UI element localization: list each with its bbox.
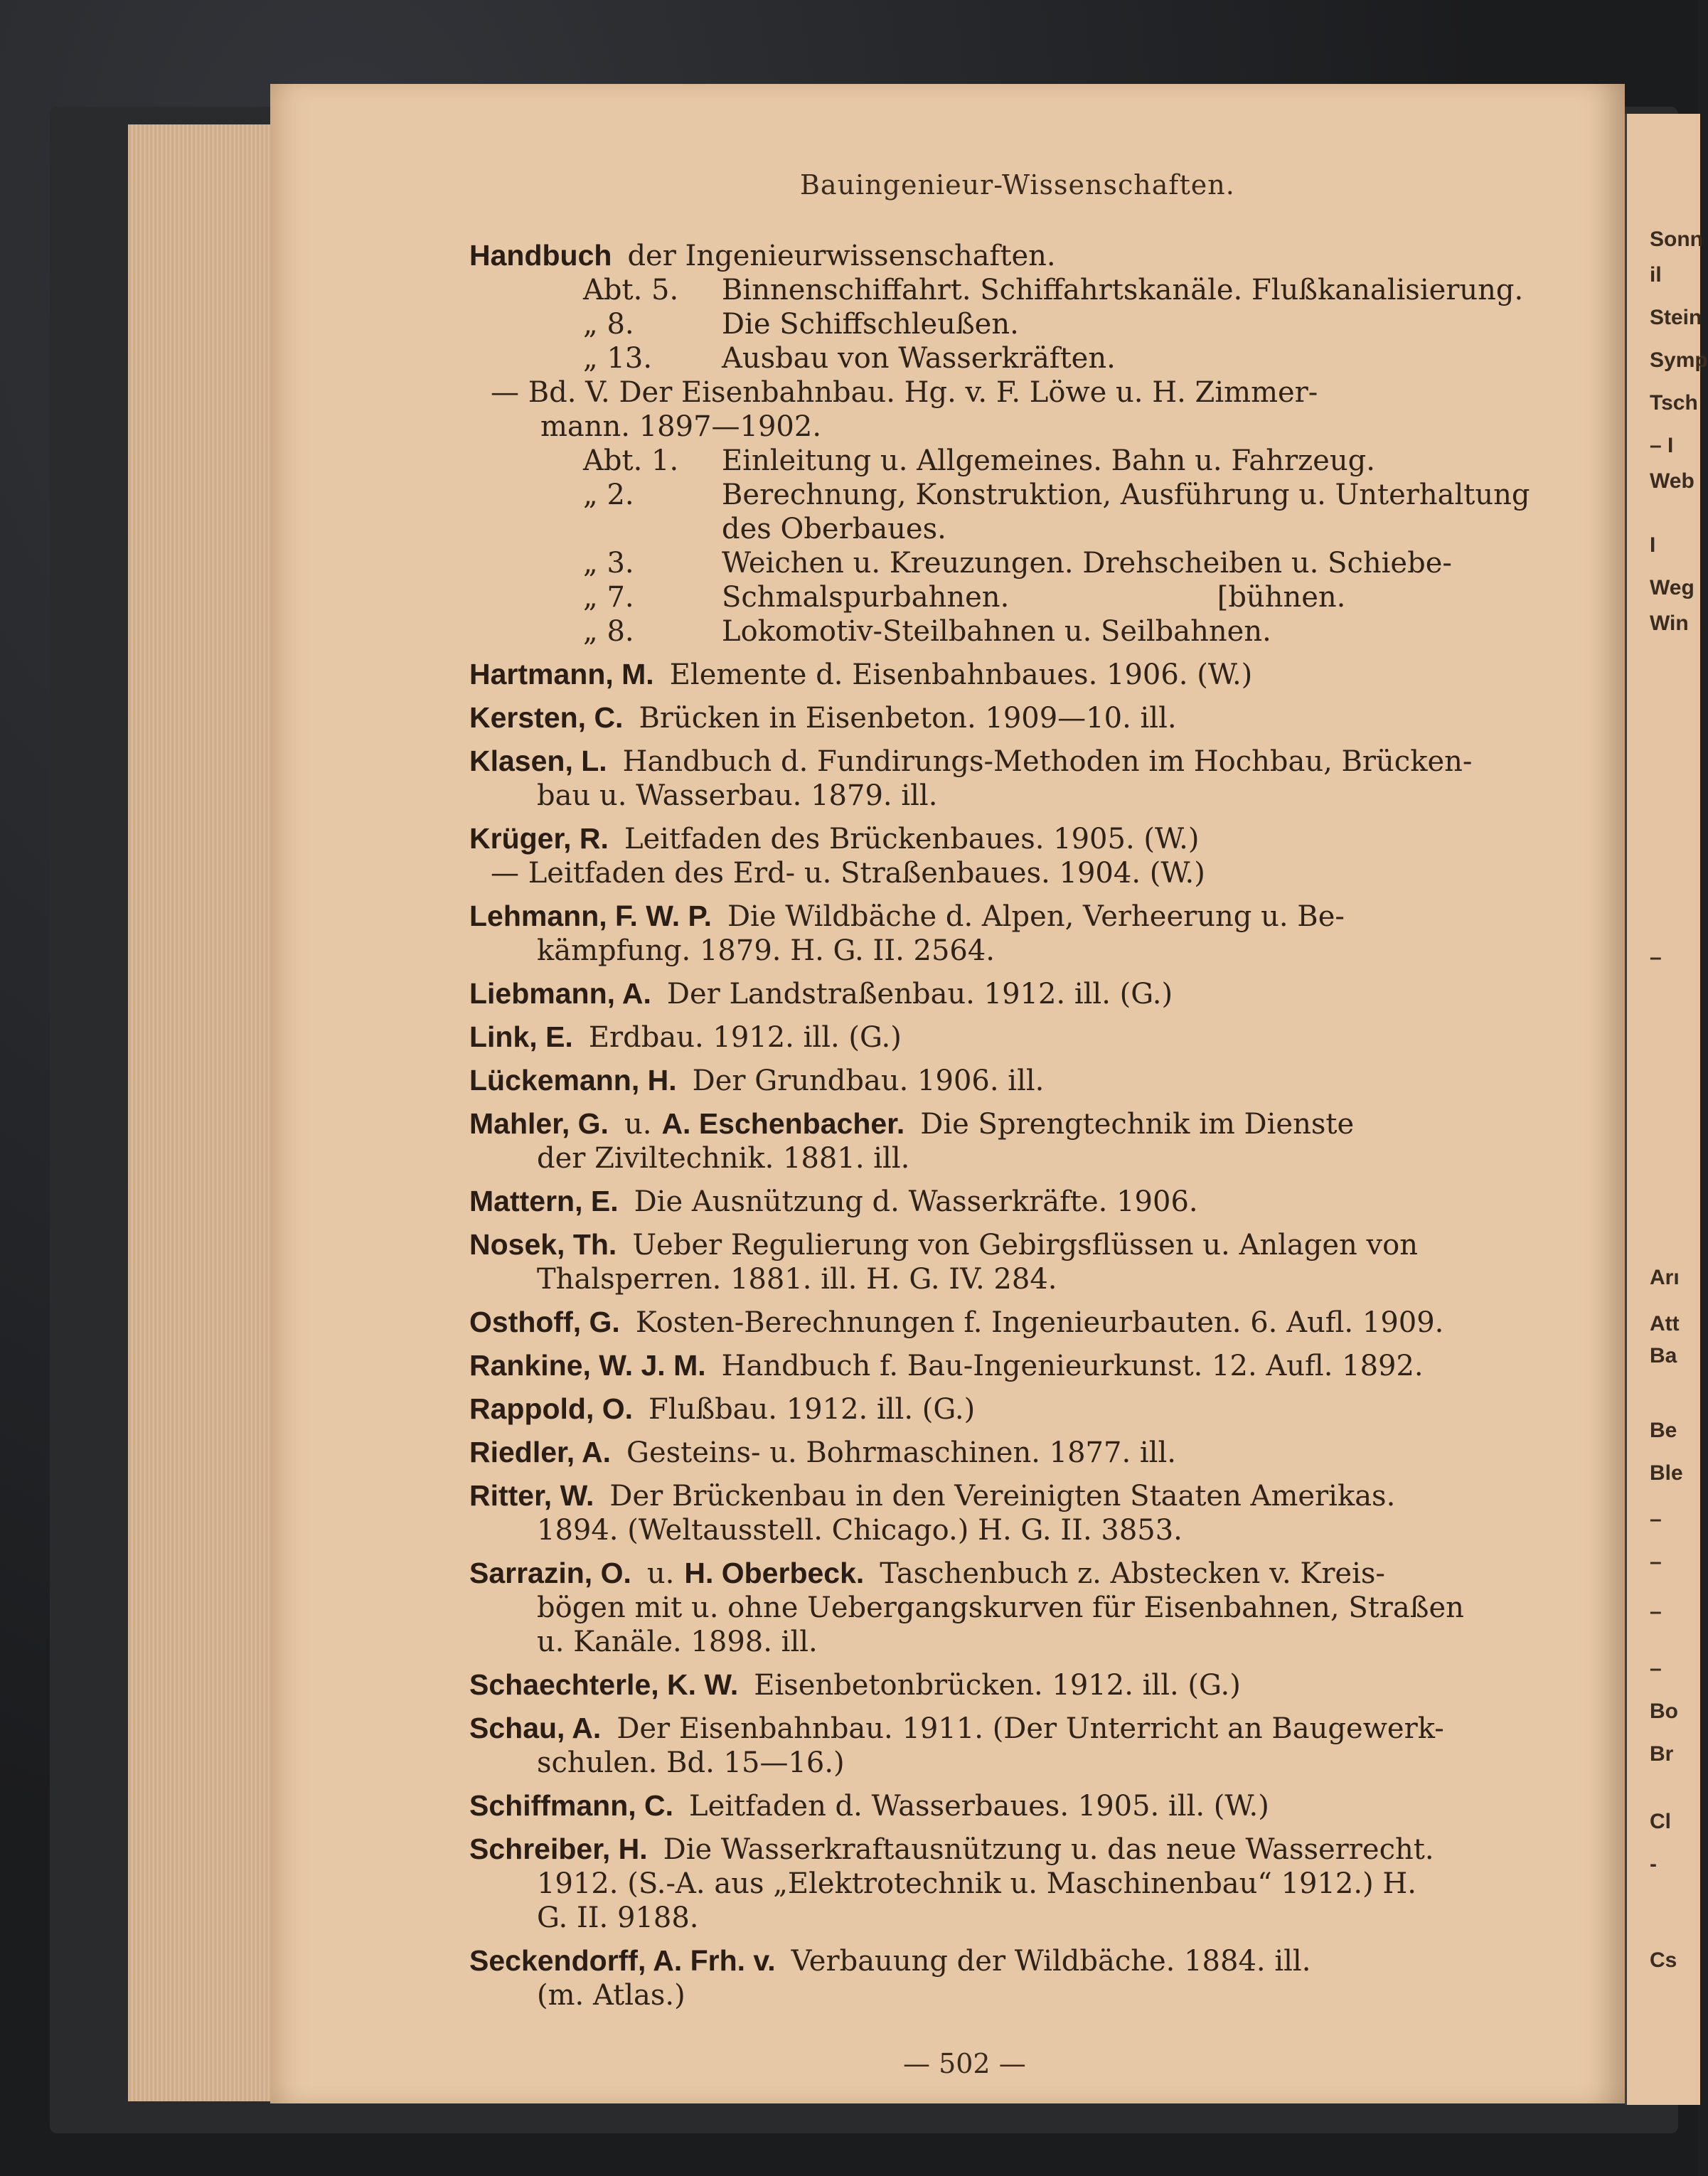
- entry-author: Riedler, A.: [469, 1436, 611, 1468]
- entry-author: Hartmann, M.: [469, 658, 654, 690]
- subsection-line: [469, 273, 1557, 307]
- bibliography-entry: [469, 1832, 1557, 1935]
- entry-line: [469, 1392, 1557, 1426]
- subsection-line: [469, 546, 1557, 580]
- subsection-label: „ 8.: [583, 615, 634, 648]
- entry-line: [469, 1668, 1557, 1702]
- entry-title: Brücken in Eisenbeton. 1909—10. ill.: [639, 702, 1177, 735]
- adjacent-page: [1625, 114, 1708, 2105]
- entry-title: Der Grundbau. 1906. ill.: [692, 1065, 1045, 1097]
- entry-title: Erdbau. 1912. ill. (G.): [588, 1021, 902, 1054]
- entry-line: [469, 1348, 1557, 1383]
- entry-author: Mahler, G.: [469, 1107, 609, 1140]
- adjacent-page-text: Cs: [1650, 1948, 1677, 1972]
- entry-title: Der Eisenbahnbau. 1911. (Der Unterricht an Baugewerk-: [617, 1712, 1444, 1745]
- entry-title: 1912. (S.-A. aus „Elektrotechnik u. Maschinenbau“ 1912.) H.: [537, 1867, 1417, 1900]
- entry-title: bau u. Wasserbau. 1879. ill.: [537, 779, 938, 812]
- entry-title: Taschenbuch z. Abstecken v. Kreis-: [880, 1557, 1385, 1590]
- subsection-line: [469, 580, 1557, 614]
- page-text: [469, 238, 1557, 2021]
- entry-author: Link, E.: [469, 1020, 573, 1053]
- entry-line: [469, 821, 1557, 856]
- adjacent-page-text: Weg: [1650, 576, 1694, 599]
- adjacent-page-text: –: [1650, 946, 1662, 969]
- adjacent-page-text: Win: [1650, 612, 1689, 635]
- adjacent-page-text: – I: [1650, 434, 1674, 457]
- entry-author: Seckendorff, A. Frh. v.: [469, 1944, 776, 1977]
- entry-author: Rankine, W. J. M.: [469, 1349, 706, 1382]
- entry-line: [469, 1832, 1557, 1867]
- bibliography-entry: [469, 976, 1557, 1011]
- page-number: — 502 —: [903, 2048, 1026, 2079]
- adjacent-page-text: –: [1650, 1508, 1662, 1531]
- entry-title: der Ingenieurwissenschaften.: [627, 240, 1056, 272]
- entry-author: Ritter, W.: [469, 1479, 594, 1512]
- subsection-line: [469, 307, 1557, 341]
- subsection-text: Berechnung, Konstruktion, Ausführung u. Unterhaltung: [722, 479, 1530, 511]
- entry-author: A. Eschenbacher.: [661, 1107, 905, 1140]
- bibliography-entry: [469, 1435, 1557, 1470]
- bibliography-entry: [469, 821, 1557, 890]
- bibliography-entry: [469, 1711, 1557, 1780]
- bd-line: mann. 1897—1902.: [540, 410, 822, 443]
- bibliography-entry: [469, 1020, 1557, 1055]
- entry-author: Schiffmann, C.: [469, 1789, 674, 1822]
- entry-title: G. II. 9188.: [537, 1902, 699, 1934]
- subsection-text: Schmalspurbahnen. [bühnen.: [722, 581, 1346, 614]
- adjacent-page-text: Att: [1650, 1312, 1680, 1335]
- entry-title: Die Ausnützung d. Wasserkräfte. 1906.: [634, 1185, 1198, 1218]
- entry-line: [469, 1591, 1557, 1625]
- subsection-line: [469, 614, 1557, 649]
- entry-title: Der Landstraßenbau. 1912. ill. (G.): [666, 978, 1173, 1010]
- entry-title: Flußbau. 1912. ill. (G.): [648, 1393, 976, 1426]
- bibliography-entry: [469, 1788, 1557, 1823]
- adjacent-page-text: Ba: [1650, 1344, 1677, 1367]
- entry-line: [469, 779, 1557, 813]
- adjacent-page-text: Ble: [1650, 1461, 1683, 1485]
- subsection-text: Die Schiffschleußen.: [722, 308, 1019, 341]
- entry-line: [469, 899, 1557, 934]
- subsection-label: „ 7.: [583, 581, 634, 614]
- entry-title: 1894. (Weltausstell. Chicago.) H. G. II. 3853.: [537, 1514, 1183, 1547]
- entry-author: Kersten, C.: [469, 701, 624, 734]
- adjacent-page-text: -: [1650, 1852, 1657, 1876]
- adjacent-page-text: –: [1650, 1550, 1662, 1574]
- bibliography-entry: [469, 1106, 1557, 1175]
- entry-title: Ueber Regulierung von Gebirgsflüssen u. Anlagen von: [632, 1229, 1418, 1262]
- entry-title: Thalsperren. 1881. ill. H. G. IV. 284.: [537, 1263, 1057, 1296]
- entry-line: [469, 1184, 1557, 1219]
- entry-line: [469, 976, 1557, 1011]
- subsection-text: Einleitung u. Allgemeines. Bahn u. Fahrzeug.: [722, 444, 1375, 477]
- adjacent-page-text: Stein: [1650, 306, 1702, 329]
- entry-line: [469, 700, 1557, 735]
- handbuch-entry: [469, 238, 1557, 649]
- entry-line: [469, 1262, 1557, 1296]
- entry-title: u. Kanäle. 1898. ill.: [537, 1626, 818, 1658]
- entry-author: Handbuch: [469, 239, 612, 272]
- entry-conjunction: u.: [624, 1108, 652, 1141]
- adjacent-page-text: Tsch: [1650, 391, 1698, 415]
- adjacent-page-text: Sonn: [1650, 228, 1703, 251]
- entry-line: [469, 1141, 1557, 1175]
- page-header: Bauingenieur-Wissenschaften.: [800, 169, 1235, 201]
- entry-title: Handbuch d. Fundirungs-Methoden im Hochbau, Brücken-: [622, 745, 1473, 778]
- entry-title: Die Wildbäche d. Alpen, Verheerung u. Be-: [727, 900, 1345, 933]
- entry-author: Schreiber, H.: [469, 1833, 648, 1865]
- adjacent-page-text: Cl: [1650, 1810, 1671, 1833]
- entry-line: [469, 744, 1557, 779]
- subsection-label: „ 2.: [583, 479, 634, 511]
- entry-line: [469, 657, 1557, 692]
- entry-author: Lehmann, F. W. P.: [469, 900, 712, 932]
- entry-author: Krüger, R.: [469, 822, 609, 855]
- entry-line: [469, 1478, 1557, 1513]
- entry-title: Elemente d. Eisenbahnbaues. 1906. (W.): [669, 658, 1253, 691]
- entry-title: Der Brückenbau in den Vereinigten Staaten Amerikas.: [609, 1480, 1396, 1513]
- entry-title: (m. Atlas.): [537, 1979, 685, 2012]
- entry-title: Leitfaden des Brückenbaues. 1905. (W.): [624, 823, 1200, 855]
- adjacent-page-text: il: [1650, 263, 1662, 287]
- entry-line: [469, 1513, 1557, 1547]
- subsection-label: Abt. 1.: [583, 444, 679, 477]
- bibliography-entry: [469, 744, 1557, 813]
- entry-author: Schau, A.: [469, 1712, 602, 1744]
- subsection-label: „ 3.: [583, 547, 634, 580]
- entry-line: [469, 1711, 1557, 1746]
- bibliography-entry: [469, 899, 1557, 968]
- entry-author: H. Oberbeck.: [684, 1557, 865, 1589]
- adjacent-page-text: Be: [1650, 1419, 1677, 1442]
- entry-title: schulen. Bd. 15—16.): [537, 1746, 845, 1779]
- subsection-label: „ 8.: [583, 308, 634, 341]
- subsection-label: „ 13.: [583, 342, 653, 375]
- entry-title: Kosten-Berechnungen f. Ingenieurbauten. 6. Aufl. 1909.: [635, 1306, 1444, 1339]
- bibliography-entry: [469, 1392, 1557, 1426]
- subsection-label: Abt. 5.: [583, 274, 679, 306]
- entry-title: der Ziviltechnik. 1881. ill.: [537, 1142, 910, 1175]
- subsection-text: Binnenschiffahrt. Schiffahrtskanäle. Flußkanalisierung.: [722, 274, 1524, 306]
- entry-line: [469, 1063, 1557, 1098]
- entry-author: Mattern, E.: [469, 1185, 619, 1217]
- entry-line: [469, 1435, 1557, 1470]
- subsection-label: [583, 512, 722, 546]
- bd-line: — Bd. V. Der Eisenbahnbau. Hg. v. F. Löwe u. H. Zimmer-: [491, 376, 1318, 409]
- entry-title: kämpfung. 1879. H. G. II. 2564.: [537, 934, 996, 967]
- adjacent-page-text: –: [1650, 1657, 1662, 1680]
- entry-title: bögen mit u. ohne Uebergangskurven für Eisenbahnen, Straßen: [537, 1591, 1464, 1624]
- entry-author: Osthoff, G.: [469, 1306, 620, 1338]
- bibliography-entry: [469, 1478, 1557, 1547]
- entry-author: Sarrazin, O.: [469, 1557, 631, 1589]
- bibliography-entry: [469, 700, 1557, 735]
- entry-line: [469, 934, 1557, 968]
- bibliography-entry: [469, 1184, 1557, 1219]
- entry-line: [469, 1625, 1557, 1659]
- subsection-text: Lokomotiv-Steilbahnen u. Seilbahnen.: [722, 615, 1271, 648]
- entry-title: Leitfaden d. Wasserbaues. 1905. ill. (W.): [689, 1790, 1269, 1823]
- entry-line: [469, 1978, 1557, 2012]
- entry-line: [469, 1788, 1557, 1823]
- bibliography-entry: [469, 1063, 1557, 1098]
- entry-title: Die Wasserkraftausnützung u. das neue Wasserrecht.: [663, 1833, 1434, 1866]
- entry-author: Nosek, Th.: [469, 1228, 617, 1261]
- subsection-line: [469, 478, 1557, 512]
- adjacent-page-text: –: [1650, 1600, 1662, 1623]
- bibliography-entry: [469, 1943, 1557, 2012]
- entry-author: Rappold, O.: [469, 1392, 634, 1425]
- entry-line: — Leitfaden des Erd- u. Straßenbaues. 1904. (W.): [491, 857, 1205, 890]
- subsection-text: Weichen u. Kreuzungen. Drehscheiben u. Schiebe-: [722, 547, 1452, 580]
- entry-author: Lückemann, H.: [469, 1064, 677, 1097]
- entry-title: Gesteins- u. Bohrmaschinen. 1877. ill.: [626, 1436, 1176, 1469]
- adjacent-page-text: Symp: [1650, 348, 1708, 372]
- bibliography-entry: [469, 657, 1557, 692]
- entry-line: [469, 1901, 1557, 1935]
- subsection-text: Ausbau von Wasserkräften.: [722, 342, 1116, 375]
- entry-title: Verbauung der Wildbäche. 1884. ill.: [791, 1945, 1311, 1978]
- adjacent-page-text: Arı: [1650, 1266, 1680, 1289]
- bibliography-entry: [469, 1305, 1557, 1340]
- entry-author: Schaechterle, K. W.: [469, 1668, 739, 1701]
- bibliography-entry: [469, 1668, 1557, 1702]
- entry-title: Eisenbetonbrücken. 1912. ill. (G.): [754, 1669, 1241, 1702]
- bibliography-entry: [469, 1556, 1557, 1659]
- entry-author: Liebmann, A.: [469, 977, 651, 1010]
- adjacent-page-text: Bo: [1650, 1700, 1678, 1723]
- entry-line: [469, 1746, 1557, 1780]
- entry-line: [469, 1020, 1557, 1055]
- entry-line: [469, 1106, 1557, 1141]
- subsection-line: [469, 341, 1557, 375]
- entry-author: Klasen, L.: [469, 745, 607, 777]
- entry-line: [469, 1943, 1557, 1978]
- entry-title: Handbuch f. Bau-Ingenieurkunst. 12. Aufl. 1892.: [721, 1350, 1424, 1382]
- subsection-line: [469, 512, 1557, 546]
- entry-line: [469, 1867, 1557, 1901]
- subsection-text: des Oberbaues.: [722, 513, 946, 545]
- adjacent-page-text: Br: [1650, 1742, 1674, 1766]
- entry-line: [469, 1556, 1557, 1591]
- entry-line: [469, 1227, 1557, 1262]
- adjacent-page-text: Web: [1650, 469, 1694, 493]
- bibliography-entry: [469, 1227, 1557, 1296]
- subsection-line: [469, 444, 1557, 478]
- entry-title: Die Sprengtechnik im Dienste: [920, 1108, 1355, 1141]
- adjacent-page-text: I: [1650, 533, 1656, 557]
- bibliography-entry: [469, 1348, 1557, 1383]
- entry-conjunction: u.: [646, 1557, 675, 1590]
- entry-line: [469, 1305, 1557, 1340]
